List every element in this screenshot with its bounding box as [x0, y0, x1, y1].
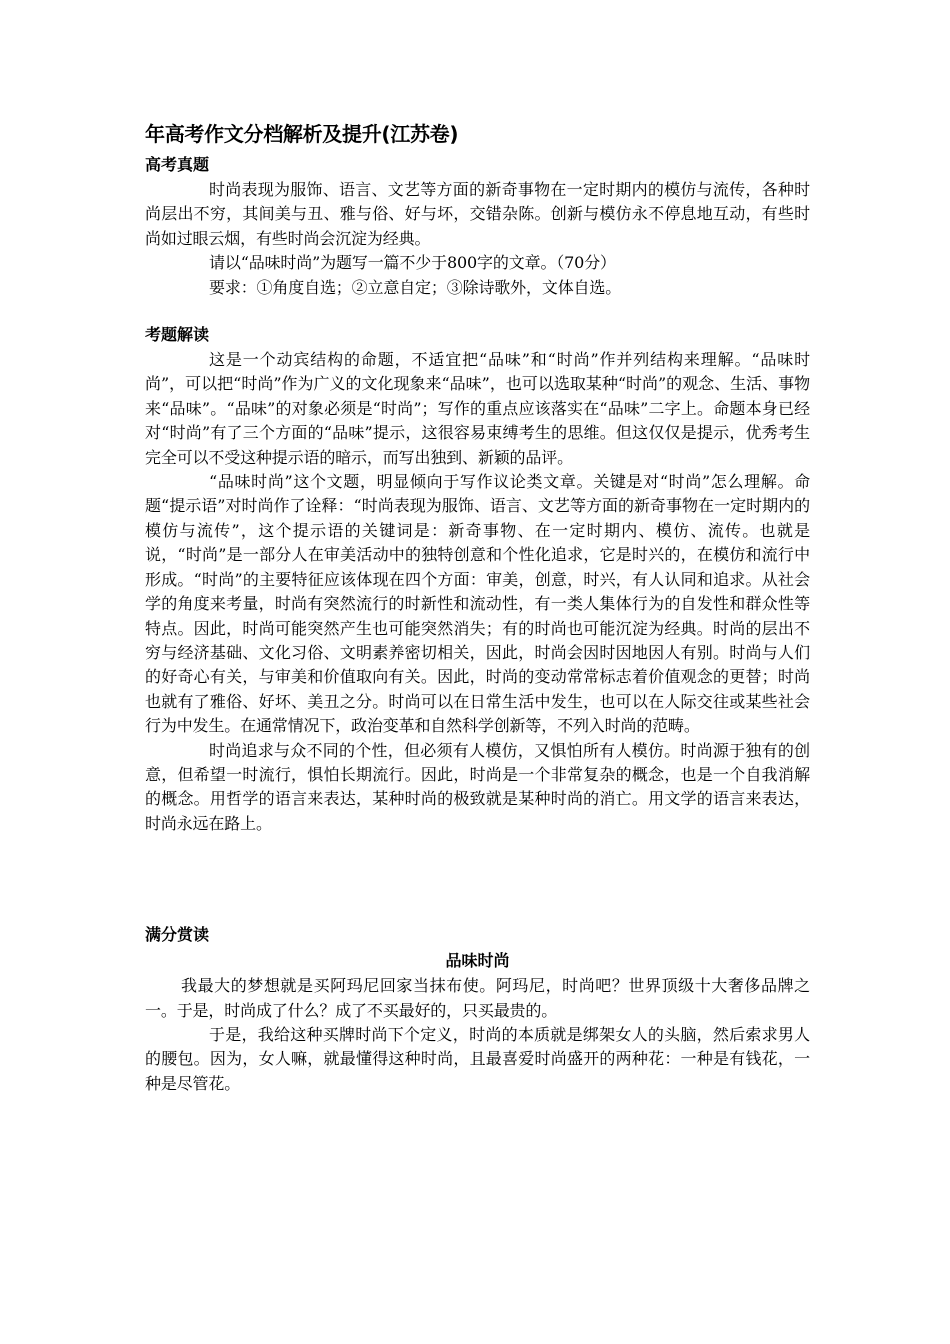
exam-requirements-paragraph: 要求：①角度自选；②立意自定；③除诗歌外，文体自选。 [209, 277, 622, 297]
title-block [145, 120, 810, 148]
analysis-paragraph: 时尚追求与众不同的个性，但必须有人模仿，又惧怕所有人模仿。时尚源于独有的创意，但希望一时流行，惧怕长期流行。因此，时尚是一个非常复杂的概念，也是一个自我消解的概念。用哲学的语言来表达，某种时尚的极致就是某种时尚的消亡。用文学的语言来表达，时尚永远在路上。 [145, 740, 810, 833]
appreciation-heading: 满分赏读 [145, 925, 210, 945]
section-spacer [145, 300, 810, 322]
essay-paragraph: 于是，我给这种买牌时尚下个定义，时尚的本质就是绑架女人的头脑，然后索求男人的腰包。因为，女人嘛，就最懂得这种时尚，且最喜爱时尚盛开的两种花：一种是有钱花，一种是尽管花。 [145, 1024, 810, 1093]
exam-task-paragraph: 请以“品味时尚”为题写一篇不少于800字的文章。（70分） [209, 253, 616, 273]
appreciation-section [145, 922, 810, 1096]
document-page [145, 120, 810, 1096]
exam-heading: 高考真题 [145, 155, 210, 174]
analysis-heading: 考题解读 [145, 325, 210, 345]
essay-title: 品味时尚 [445, 951, 510, 971]
document-title: 年高考作文分档解析及提升(江苏卷) [145, 122, 459, 146]
analysis-paragraph: 这是一个动宾结构的命题，不适宜把“品味”和“时尚”作并列结构来理解。“品味时尚”，可以把“时尚”作为广义的文化现象来“品味”，也可以选取某种“时尚”的观念、生活、事物来“品味”。“品味”的对象必须是“时尚”；写作的重点应该落实在“品味”二字上。命题本身已经对“时尚”有了三个方面的“品味”提示，这很容易束缚考生的思维。但这仅仅是提示，优秀考生完全可以不受这种提示语的暗示，而写出独到、新颖的品评。 [145, 350, 810, 467]
exam-section [145, 152, 810, 300]
analysis-paragraph: “品味时尚”这个文题，明显倾向于写作议论类文章。关键是对“时尚”怎么理解。命题“提示语”对时尚作了诠释：“时尚表现为服饰、语言、文艺等方面的新奇事物在一定时期内的模仿与流传”，这个提示语的关键词是：新奇事物、在一定时期内、模仿、流传。也就是说，“时尚”是一部分人在审美活动中的独特创意和个性化追求，它是时兴的，在模仿和流行中形成。“时尚”的主要特征应该体现在四个方面：审美，创意，时兴，有人认同和追求。从社会学的角度来考量，时尚有突然流行的时新性和流动性，有一类人集体行为的自发性和群众性等特点。因此，时尚可能突然产生也可能突然消失；有的时尚也可能沉淀为经典。时尚的层出不穷与经济基础、文化习俗、文明素养密切相关，因此，时尚会因时因地因人有别。时尚与人们的好奇心有关，与审美和价值取向有关。因此，时尚的变动常常标志着价值观念的更替；时尚也就有了雅俗、好坏、美丑之分。时尚可以在日常生活中发生，也可以在人际交往或某些社会行为中发生。在通常情况下，政治变革和自然科学创新等，不列入时尚的范畴。 [145, 472, 810, 736]
analysis-section [145, 322, 810, 836]
section-spacer [145, 836, 810, 922]
essay-paragraph: 我最大的梦想就是买阿玛尼回家当抹布使。阿玛尼，时尚吧？世界顶级十大奢侈品牌之一。于是，时尚成了什么？成了不买最好的，只买最贵的。 [145, 976, 810, 1020]
exam-prompt-paragraph: 时尚表现为服饰、语言、文艺等方面的新奇事物在一定时期内的模仿与流传，各种时尚层出不穷，其间美与丑、雅与俗、好与坏，交错杂陈。创新与模仿永不停息地互动，有些时尚如过眼云烟，有些时尚会沉淀为经典。 [145, 180, 810, 248]
